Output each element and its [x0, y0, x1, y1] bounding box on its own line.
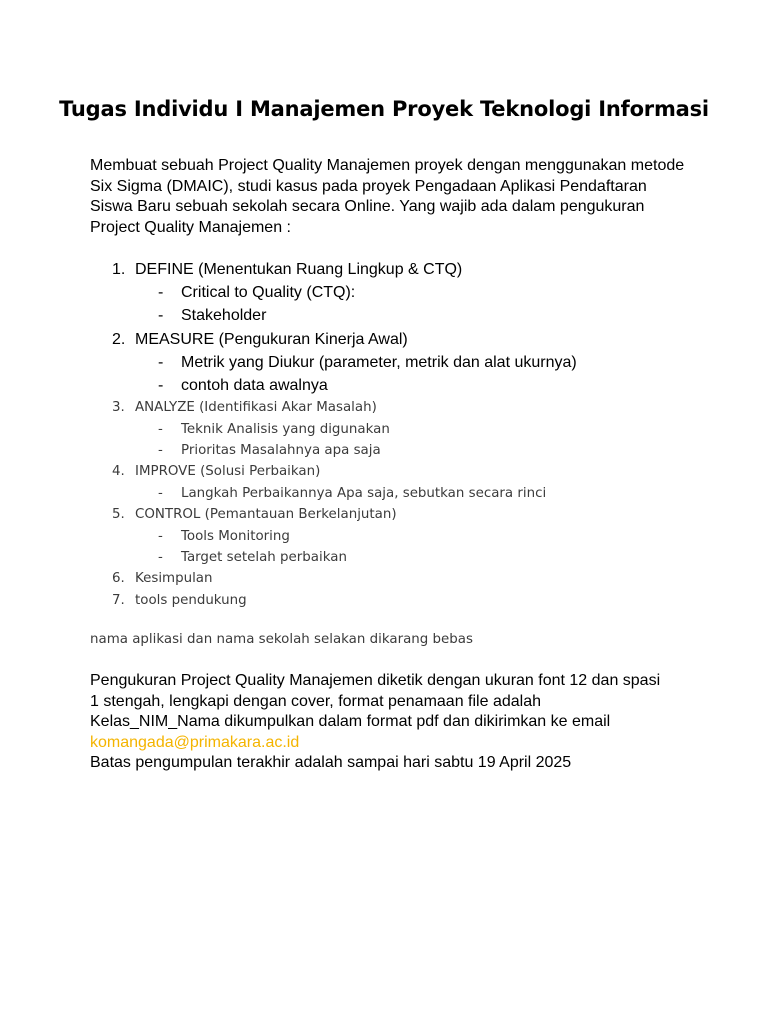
bullet-dash: -	[158, 284, 164, 301]
email-link[interactable]: komangada@primakara.ac.id	[90, 733, 300, 751]
list-item-number: 5.	[112, 507, 125, 522]
bullet-dash: -	[158, 550, 163, 565]
list-item-number: 2.	[112, 331, 126, 348]
closing-line-1: Pengukuran Project Quality Manajemen diketik dengan ukuran font 12 dan spasi	[90, 672, 661, 689]
list-item-label: IMPROVE (Solusi Perbaikan)	[135, 464, 321, 479]
closing-paragraph	[90, 671, 690, 774]
bullet-dash: -	[158, 529, 163, 544]
closing-line-3: Kelas_NIM_Nama dikumpulkan dalam format pdf dan dikirimkan ke email	[90, 713, 611, 730]
document-title: Tugas Individu I Manajemen Proyek Teknologi Informasi	[59, 97, 709, 121]
note-text: nama aplikasi dan nama sekolah selakan dikarang bebas	[90, 632, 473, 647]
list-item-label: MEASURE (Pengukuran Kinerja Awal)	[135, 331, 408, 348]
sub-list-item-label: contoh data awalnya	[181, 377, 328, 394]
closing-line-2: 1 stengah, lengkapi dengan cover, format penamaan file adalah	[90, 692, 541, 710]
sub-list-item-label: Prioritas Masalahnya apa saja	[181, 443, 381, 458]
list-item-number: 1.	[112, 261, 126, 278]
bullet-dash: -	[158, 377, 164, 394]
list-item-number: 3.	[112, 400, 125, 415]
list-item-label: ANALYZE (Identifikasi Akar Masalah)	[135, 400, 377, 415]
list-item-label: tools pendukung	[135, 593, 247, 608]
sub-list-item-label: Teknik Analisis yang digunakan	[181, 422, 390, 437]
sub-list-item-label: Target setelah perbaikan	[181, 550, 347, 565]
sub-list-item-label: Tools Monitoring	[181, 529, 290, 544]
list-item-label: Kesimpulan	[135, 571, 213, 586]
bullet-dash: -	[158, 354, 164, 371]
sub-list-item-label: Stakeholder	[181, 307, 267, 324]
bullet-dash: -	[158, 486, 163, 501]
deadline-text: Batas pengumpulan terakhir adalah sampai hari sabtu 19 April 2025	[90, 754, 572, 771]
sub-list-item-label: Critical to Quality (CTQ):	[181, 284, 356, 301]
bullet-dash: -	[158, 422, 163, 437]
sub-list-item-label: Metrik yang Diukur (parameter, metrik dan alat ukurnya)	[181, 354, 577, 371]
list-item-number: 4.	[112, 464, 125, 479]
list-item-label: DEFINE (Menentukan Ruang Lingkup & CTQ)	[135, 261, 463, 278]
bullet-dash: -	[158, 443, 163, 458]
list-item-label: CONTROL (Pemantauan Berkelanjutan)	[135, 507, 397, 522]
intro-paragraph: Membuat sebuah Project Quality Manajemen proyek dengan menggunakan metode Six Sigma (DMAIC), studi kasus pada proyek Pengadaan Aplikasi Pendaftaran Siswa Baru sebuah sekolah secara Online. Yang wajib ada dalam pengukuran Project Quality Manajemen :	[90, 157, 685, 236]
sub-list-item-label: Langkah Perbaikannya Apa saja, sebutkan secara rinci	[181, 486, 547, 501]
list-item-number: 6.	[112, 571, 125, 586]
bullet-dash: -	[158, 307, 164, 324]
list-item-number: 7.	[112, 593, 125, 608]
